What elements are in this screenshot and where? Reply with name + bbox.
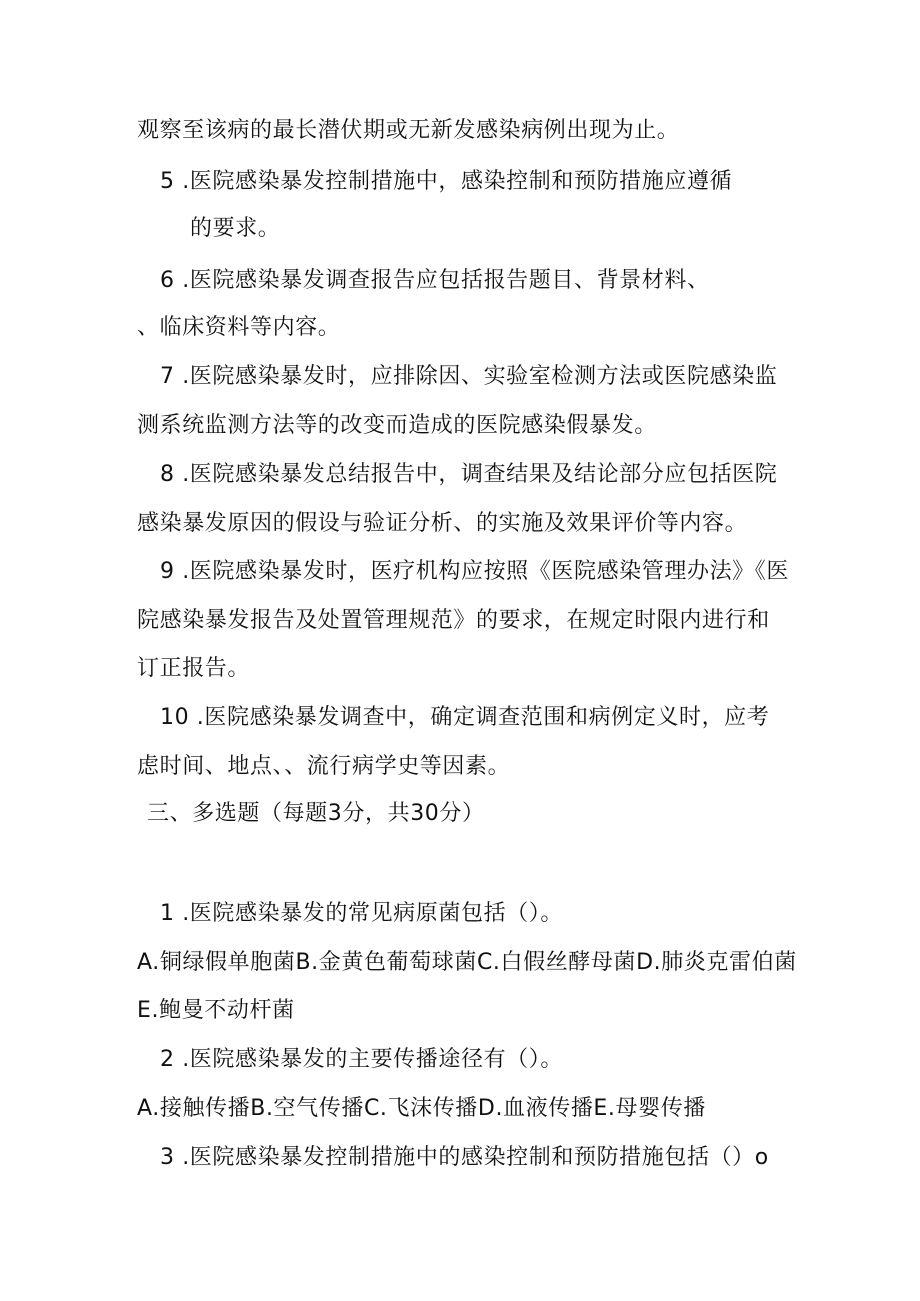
question-8-line-2: 感染暴发原因的假设与验证分析、的实施及效果评价等内容。 (137, 511, 748, 536)
question-5-line-1: 5 .医院感染暴发控制措施中，感染控制和预防措施应遵循 (160, 169, 733, 194)
question-9-line-2: 院感染暴发报告及处置管理规范》的要求，在规定时限内进行和 (137, 608, 770, 633)
question-10-line-1: 10 .医院感染暴发调查中，确定调查范围和病例定义时，应考 (160, 705, 770, 730)
mc-question-2-options: A.接触传播B.空气传播C.飞沫传播D.血液传播E.母婴传播 (137, 1096, 706, 1121)
question-6-line-1: 6 .医院感染暴发调查报告应包括报告题目、背景材料、 (160, 268, 710, 293)
section-heading-multiple-choice: 三、多选题（每题3分，共30分） (147, 801, 485, 826)
mc-question-1-options-line-1: A.铜绿假单胞菌B.金黄色葡萄球菌C.白假丝酵母菌D.肺炎克雷伯菌 (137, 950, 797, 975)
mc-question-3: 3 .医院感染暴发控制措施中的感染控制和预防措施包括（）o (160, 1145, 769, 1170)
question-10-line-2: 虑时间、地点、、流行病学史等因素。 (137, 754, 511, 779)
text-line-1: 观察至该病的最长潜伏期或无新发感染病例出现为止。 (137, 118, 680, 143)
question-9-line-1: 9 .医院感染暴发时，医疗机构应按照《医院感染管理办法》《医 (160, 559, 789, 584)
question-9-line-3: 订正报告。 (137, 656, 251, 681)
question-7-line-1: 7 .医院感染暴发时，应排除因、实验室检测方法或医院感染监 (160, 364, 778, 389)
mc-question-1: 1 .医院感染暴发的常见病原菌包括（）。 (160, 901, 563, 926)
mc-question-1-options-line-2: E.鲍曼不动杆菌 (137, 998, 295, 1023)
question-7-line-2: 测系统监测方法等的改变而造成的医院感染假暴发。 (137, 413, 657, 438)
question-5-line-2: 的要求。 (190, 216, 281, 241)
question-8-line-1: 8 .医院感染暴发总结报告中，调查结果及结论部分应包括医院 (160, 462, 778, 487)
mc-question-2: 2 .医院感染暴发的主要传播途径有（）。 (160, 1047, 563, 1072)
question-6-line-2: 、临床资料等内容。 (137, 315, 341, 340)
